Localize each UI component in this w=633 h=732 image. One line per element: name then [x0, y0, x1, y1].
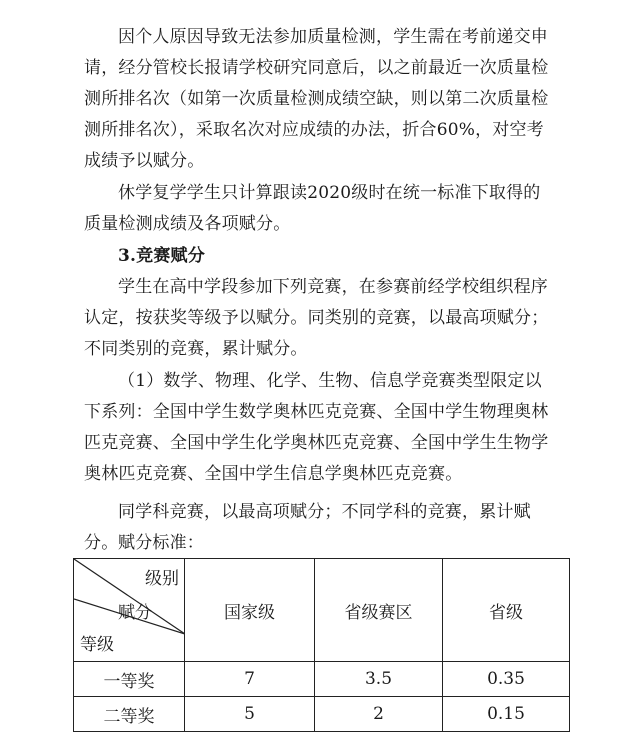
- table-row: [74, 697, 570, 732]
- column-header-provincial: 省级: [443, 559, 570, 662]
- table-cell: 3.5: [315, 662, 443, 697]
- section-heading-competition: 3.竞赛赋分: [118, 246, 205, 266]
- table-cell: 2: [315, 697, 443, 732]
- column-header-national: 国家级: [185, 559, 315, 662]
- corner-diagonal: [74, 559, 185, 661]
- paragraph-absence-rule: 因个人原因导致无法参加质量检测，学生需在考前递交申请，经分管校长报请学校研究同意后，以之前最近一次质量检测所排名次（如第一次质量检测成绩空缺，则以第二次质量检测所排名次），采取名次对应成绩的办法，折合60%，对空考成绩予以赋分。: [84, 27, 549, 171]
- row-label-first-prize: 一等奖: [74, 662, 185, 697]
- corner-label-level: 级别: [145, 569, 179, 589]
- table-cell: 0.15: [443, 697, 570, 732]
- paragraph-competition-types: （1）数学、物理、化学、生物、信息学竞赛类型限定以下系列：全国中学生数学奥林匹克竞赛、全国中学生物理奥林匹克竞赛、全国中学生化学奥林匹克竞赛、全国中学生生物学奥林匹克竞赛、全国中学生信息学奥林匹克竞赛。: [84, 371, 549, 484]
- score-table: [73, 558, 570, 732]
- table-row: [74, 662, 570, 697]
- corner-label-score: 赋分: [118, 603, 152, 623]
- column-header-provincial-division: 省级赛区: [315, 559, 443, 662]
- paragraph-score-standard: 赋分标准：: [118, 533, 204, 553]
- paragraph-competition-intro: 学生在高中学段参加下列竞赛，在参赛前经学校组织程序认定，按获奖等级予以赋分。同类别的竞赛，以最高项赋分；不同类别的竞赛，累计赋分。: [84, 277, 549, 359]
- table-cell: 5: [185, 697, 315, 732]
- table-header-row: [74, 559, 570, 662]
- table-cell: 0.35: [443, 662, 570, 697]
- row-label-second-prize: 二等奖: [74, 697, 185, 732]
- paragraph-same-subject: 同学科竞赛，以最高项赋分；不同学科的竞赛，累计赋分。: [84, 502, 531, 553]
- corner-label-grade: 等级: [80, 635, 114, 655]
- paragraph-resumed-students: 休学复学学生只计算跟读2020级时在统一标准下取得的质量检测成绩及各项赋分。: [84, 183, 541, 234]
- table-corner-cell: [74, 559, 185, 662]
- table-cell: 7: [185, 662, 315, 697]
